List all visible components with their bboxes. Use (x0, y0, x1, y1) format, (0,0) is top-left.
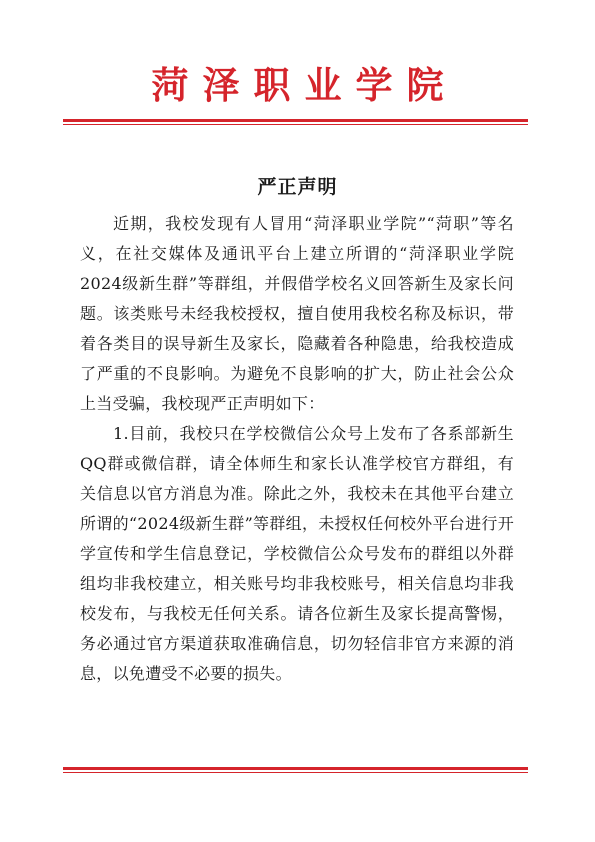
letterhead-divider (63, 119, 528, 125)
document-body (80, 209, 514, 689)
divider-thin-line (63, 124, 528, 125)
document-title: 严正声明 (257, 176, 338, 198)
divider-thick-line (63, 119, 528, 122)
paragraph-point-1: 1.目前，我校只在学校微信公众号上发布了各系部新生QQ群或微信群，请全体师生和家长认准学校官方群组，有关信息以官方消息为准。除此之外，我校未在其他平台建立所谓的“2024级新生群”等群组，未授权任何校外平台进行开学宣传和学生信息登记，学校微信公众号发布的群组以外群组均非我校建立，相关账号均非我校账号，相关信息均非我校发布，与我校无任何关系。请各位新生及家长提高警惕，务必通过官方渠道获取准确信息，切勿轻信非官方来源的消息，以免遭受不必要的损失。 (80, 424, 514, 683)
letterhead-title: 菏泽职业学院 (151, 63, 458, 107)
footer-divider-thin-line (63, 772, 528, 773)
footer-divider-thick-line (63, 767, 528, 770)
footer-divider (63, 767, 528, 773)
paragraph-intro: 近期，我校发现有人冒用“菏泽职业学院”“菏职”等名义，在社交媒体及通讯平台上建立所谓的“菏泽职业学院2024级新生群”等群组，并假借学校名义回答新生及家长问题。该类账号未经我校授权，擅自使用我校名称及标识，带着各类目的误导新生及家长，隐藏着各种隐患，给我校造成了严重的不良影响。为避免不良影响的扩大，防止社会公众上当受骗，我校现严正声明如下： (80, 214, 514, 413)
